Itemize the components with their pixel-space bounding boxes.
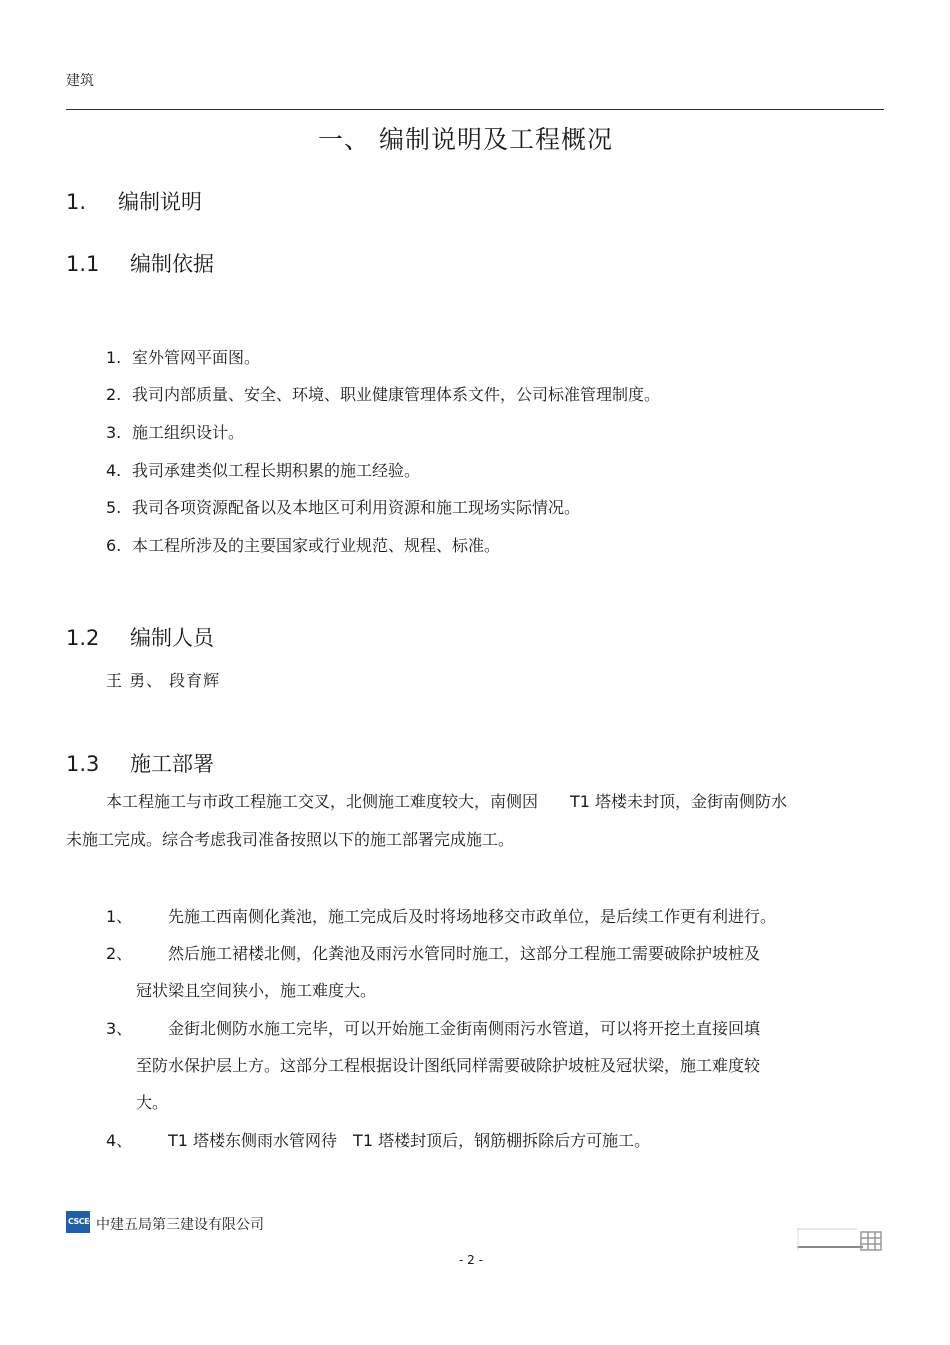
header-divider — [66, 109, 884, 110]
list-item — [106, 495, 580, 518]
step-continuation: 至防水保护层上方。这部分工程根据设计图纸同样需要破除护坡桩及冠状梁，施工难度较 — [136, 1056, 761, 1075]
list-text: 我司各项资源配备以及本地区可利用资源和施工现场实际情况。 — [132, 498, 581, 517]
section-title: 编制说明 — [118, 190, 202, 214]
list-text: 本工程所涉及的主要国家或行业规范、规程、标准。 — [132, 536, 501, 555]
section-number: 1. — [66, 190, 87, 214]
section-1-1-heading — [66, 248, 214, 278]
step-number: 1、 — [106, 907, 133, 926]
step-number: 3、 — [106, 1019, 133, 1038]
logo-text: CSCEC — [68, 1217, 95, 1226]
intro-paragraph-line-2: 未施工完成。综合考虑我司准备按照以下的施工部署完成施工。 — [66, 830, 515, 849]
step-text: 金街北侧防水施工完毕，可以开始施工金街南侧雨污水管道，可以将开挖土直接回填 — [168, 1019, 761, 1038]
list-item — [106, 420, 244, 443]
step-number: 4、 — [106, 1131, 133, 1150]
list-item — [106, 382, 660, 405]
list-number: 2. — [106, 385, 122, 404]
step-text: T1 塔楼东侧雨水管网待 T1 塔楼封顶后，钢筋棚拆除后方可施工。 — [168, 1131, 651, 1150]
list-number: 1. — [106, 348, 122, 367]
list-item — [106, 345, 260, 368]
list-number: 4. — [106, 461, 122, 480]
list-text: 我司承建类似工程长期积累的施工经验。 — [132, 461, 421, 480]
step-continuation: 大。 — [136, 1093, 169, 1112]
company-logo — [66, 1211, 95, 1233]
list-number: 5. — [106, 498, 122, 517]
step-number: 2、 — [106, 944, 133, 963]
page-title: 一、 编制说明及工程概况 — [318, 125, 613, 154]
list-number: 3. — [106, 423, 122, 442]
author-names: 王 勇、 段育辉 — [106, 671, 221, 690]
list-text: 我司内部质量、安全、环境、职业健康管理体系文件，公司标准管理制度。 — [132, 385, 661, 404]
section-title: 施工部署 — [130, 752, 214, 776]
step-continuation: 冠状梁且空间狭小，施工难度大。 — [136, 981, 377, 1000]
list-text: 室外管网平面图。 — [132, 348, 261, 367]
section-number: 1.2 — [66, 626, 100, 650]
section-number: 1.1 — [66, 252, 100, 276]
step-text: 然后施工裙楼北侧，化粪池及雨污水管同时施工，这部分工程施工需要破除护坡桩及 — [168, 944, 761, 963]
list-item — [106, 458, 420, 481]
section-1-2-heading — [66, 622, 214, 652]
corner-mark-icon — [797, 1228, 885, 1258]
list-text: 施工组织设计。 — [132, 423, 245, 442]
intro-paragraph-line-1: 本工程施工与市政工程施工交叉，北侧施工难度较大，南侧因 T1 塔楼未封顶，金街南侧防水 — [106, 792, 788, 811]
page-number: - 2 - — [459, 1253, 483, 1267]
step-text: 先施工西南侧化粪池，施工完成后及时将场地移交市政单位，是后续工作更有利进行。 — [168, 907, 777, 926]
section-1-heading — [66, 186, 202, 216]
list-number: 6. — [106, 536, 122, 555]
footer-company-name: 中建五局第三建设有限公司 — [96, 1217, 264, 1233]
section-title: 编制依据 — [130, 252, 214, 276]
running-header: 建筑 — [66, 73, 94, 89]
list-item — [106, 533, 500, 556]
section-number: 1.3 — [66, 752, 100, 776]
section-1-3-heading — [66, 748, 214, 778]
section-title: 编制人员 — [130, 626, 214, 650]
